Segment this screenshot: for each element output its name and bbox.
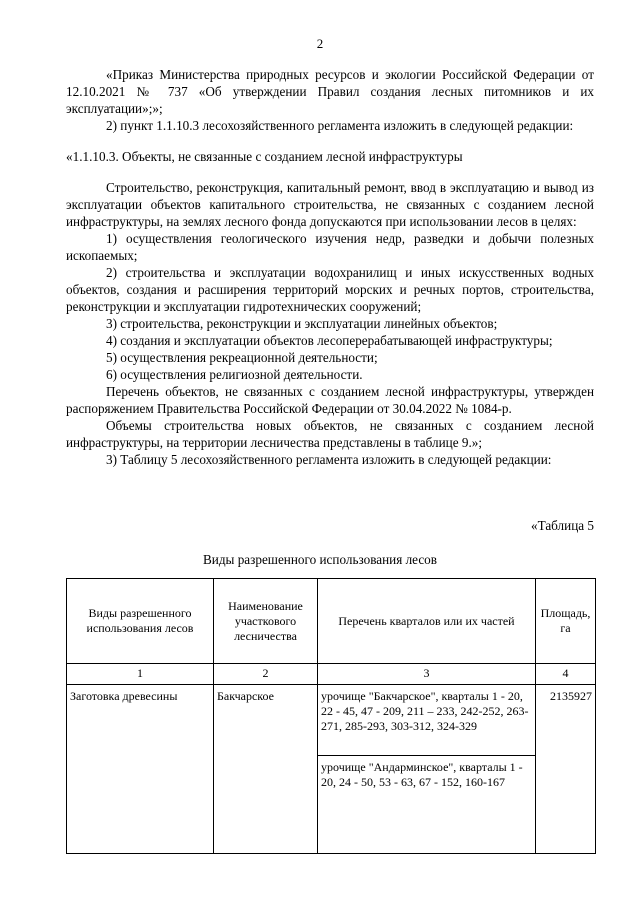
list-item-2: 2) строительства и эксплуатации водохранилищ и иных искусственных водных объектов, создания и расширения территорий морских и речных портов, строительства, реконструкции и эксплуатации гидротехнических сооружений; [66, 265, 594, 314]
list-item-1: 1) осуществления геологического изучения недр, разведки и добычи полезных ископаемых; [66, 231, 594, 263]
column-number: 4 [536, 664, 596, 685]
list-item-6: 6) осуществления религиозной деятельности. [106, 367, 363, 382]
body-text [66, 66, 594, 468]
column-number: 2 [214, 664, 318, 685]
paragraph-item-3: 3) Таблицу 5 лесохозяйственного регламента изложить в следующей редакции: [106, 452, 552, 467]
table-title: Виды разрешенного использования лесов [202, 552, 438, 567]
cell-quarters: урочище "Андарминское", кварталы 1 - 20, 24 - 50, 53 - 63, 67 - 152, 160-167 [318, 756, 536, 854]
page-number: 2 [316, 36, 324, 51]
table-label: «Таблица 5 [531, 518, 594, 533]
cell-district: Бакчарское [214, 685, 318, 854]
list-item-4: 4) создания и эксплуатации объектов лесоперерабатывающей инфраструктуры; [106, 333, 553, 348]
header-quarters: Перечень кварталов или их частей [318, 579, 536, 664]
header-use-type: Виды разрешенного использования лесов [67, 579, 214, 664]
section-heading: «1.1.10.3. Объекты, не связанные с созданием лесной инфраструктуры [66, 149, 463, 164]
paragraph-objects-list: Перечень объектов, не связанных с созданием лесной инфраструктуры, утвержден распоряжением Правительства Российской Федерации от 30.04.2022 № 1084-р. [66, 384, 594, 416]
paragraph-construction: Строительство, реконструкция, капитальный ремонт, ввод в эксплуатацию и вывод из эксплуатации объектов капитального строительства, не связанных с созданием лесной инфраструктуры, на землях лесного фонда допускаются при использовании лесов в целях: [66, 180, 594, 229]
paragraph-item-2: 2) пункт 1.1.10.3 лесохозяйственного регламента изложить в следующей редакции: [106, 118, 574, 133]
table-header-row [67, 579, 596, 664]
table-row [67, 685, 596, 756]
cell-use-type: Заготовка древесины [67, 685, 214, 854]
paragraph-volumes: Объемы строительства новых объектов, не связанных с созданием лесной инфраструктуры, на территории лесничества представлены в таблице 9.»; [66, 418, 594, 450]
cell-quarters: урочище "Бакчарское", кварталы 1 - 20, 22 - 45, 47 - 209, 211 – 233, 242-252, 263-271, 285-293, 303-312, 324-329 [318, 685, 536, 756]
column-number: 1 [67, 664, 214, 685]
paragraph-order-reference: «Приказ Министерства природных ресурсов и экологии Российской Федерации от 12.10.2021 № 737 «Об утверждении Правил создания лесных питомников и их эксплуатации»;»; [66, 67, 594, 116]
header-district: Наименование участкового лесничества [214, 579, 318, 664]
forest-use-table [66, 578, 596, 854]
list-item-5: 5) осуществления рекреационной деятельности; [106, 350, 378, 365]
header-area: Площадь, га [536, 579, 596, 664]
table-number-row [67, 664, 596, 685]
cell-area: 2135927 [536, 685, 596, 854]
column-number: 3 [318, 664, 536, 685]
list-item-3: 3) строительства, реконструкции и эксплуатации линейных объектов; [106, 316, 498, 331]
